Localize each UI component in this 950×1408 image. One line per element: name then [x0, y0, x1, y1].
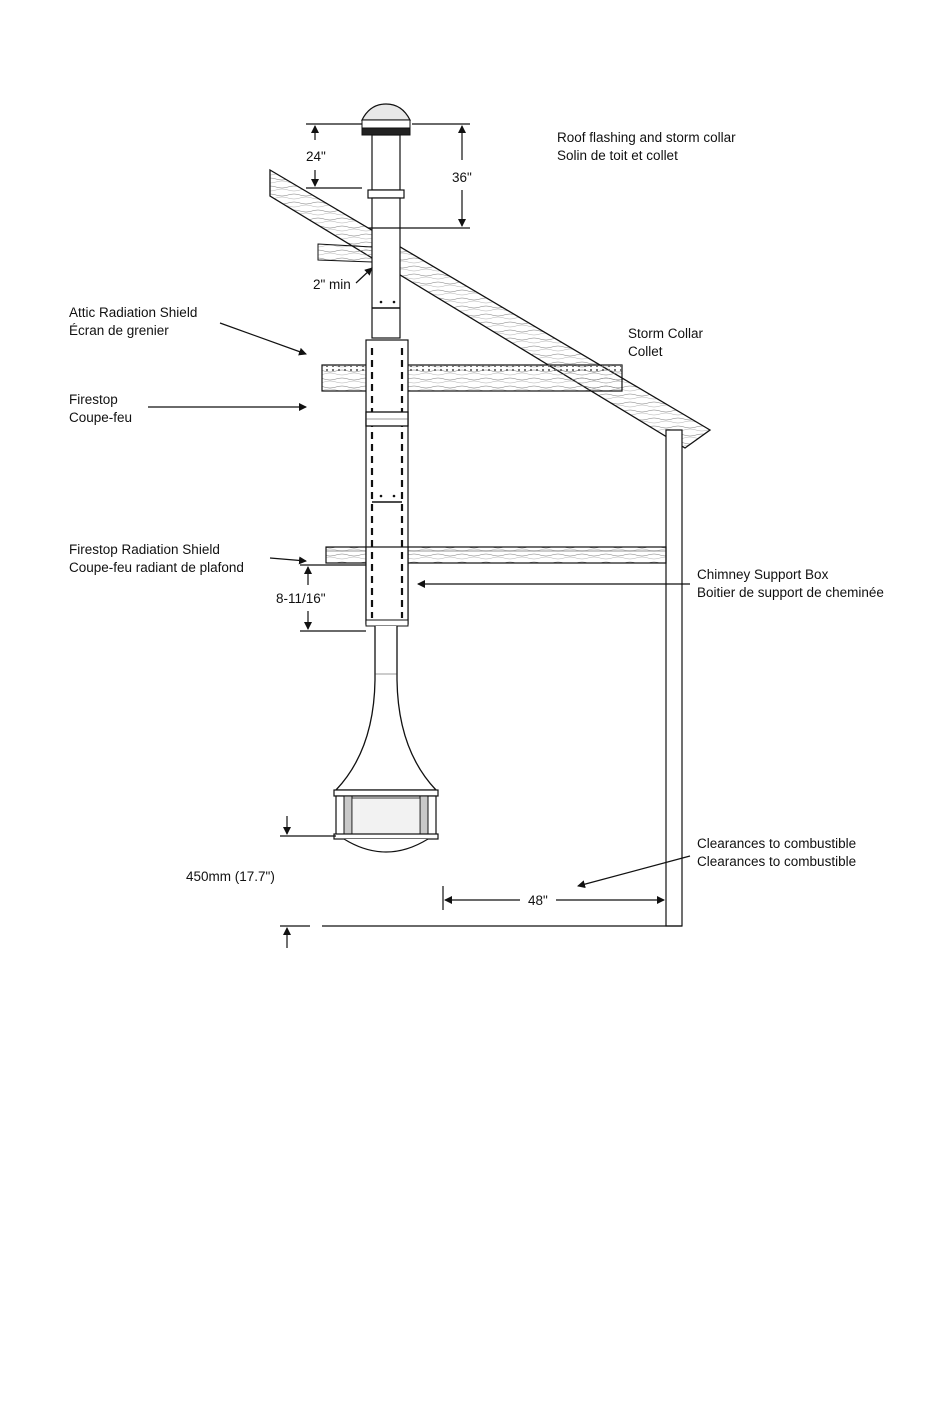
firestop-plate	[366, 412, 408, 426]
arrow-attic-shield	[220, 323, 306, 354]
dim-36-label: 36"	[452, 170, 472, 185]
dim-24-label: 24"	[306, 149, 326, 164]
dim-48-label: 48"	[528, 893, 548, 908]
label-support-box-fr: Boitier de support de cheminée	[697, 585, 884, 600]
arrow-firestop-shield	[270, 558, 306, 561]
label-support-box-en: Chimney Support Box	[697, 567, 829, 582]
roof-rafter	[270, 170, 710, 448]
label-roof-flashing-fr: Solin de toit et collet	[557, 148, 678, 163]
label-storm-collar-en: Storm Collar	[628, 326, 704, 341]
dim-8-11-16-label: 8-11/16"	[276, 591, 326, 606]
dim-450mm-lines	[280, 816, 336, 948]
dim-450mm-label: 450mm (17.7")	[186, 869, 275, 884]
label-attic-shield-en: Attic Radiation Shield	[69, 305, 198, 320]
chimney-support-box	[366, 547, 408, 626]
roof-sheathing	[318, 244, 372, 262]
chimney-cap	[362, 104, 410, 135]
dim-2min-label: 2" min	[313, 277, 351, 292]
label-firestop-en: Firestop	[69, 392, 118, 407]
label-attic-shield-fr: Écran de grenier	[69, 323, 169, 338]
label-firestop-shield-fr: Coupe-feu radiant de plafond	[69, 560, 244, 575]
dim-2min-arrow	[356, 268, 372, 283]
chimney-pipe-upper	[368, 135, 404, 338]
fireplace-hood	[334, 626, 438, 796]
label-clearance-en: Clearances to combustible	[697, 836, 857, 851]
label-clearance-fr: Clearances to combustible	[697, 854, 857, 869]
label-roof-flashing-en: Roof flashing and storm collar	[557, 130, 736, 145]
label-firestop-fr: Coupe-feu	[69, 410, 133, 425]
exterior-wall	[666, 430, 682, 926]
dim-48-lines	[443, 886, 664, 910]
fireplace-firebox	[334, 796, 438, 852]
label-storm-collar-fr: Collet	[628, 344, 663, 359]
label-firestop-shield-en: Firestop Radiation Shield	[69, 542, 220, 557]
